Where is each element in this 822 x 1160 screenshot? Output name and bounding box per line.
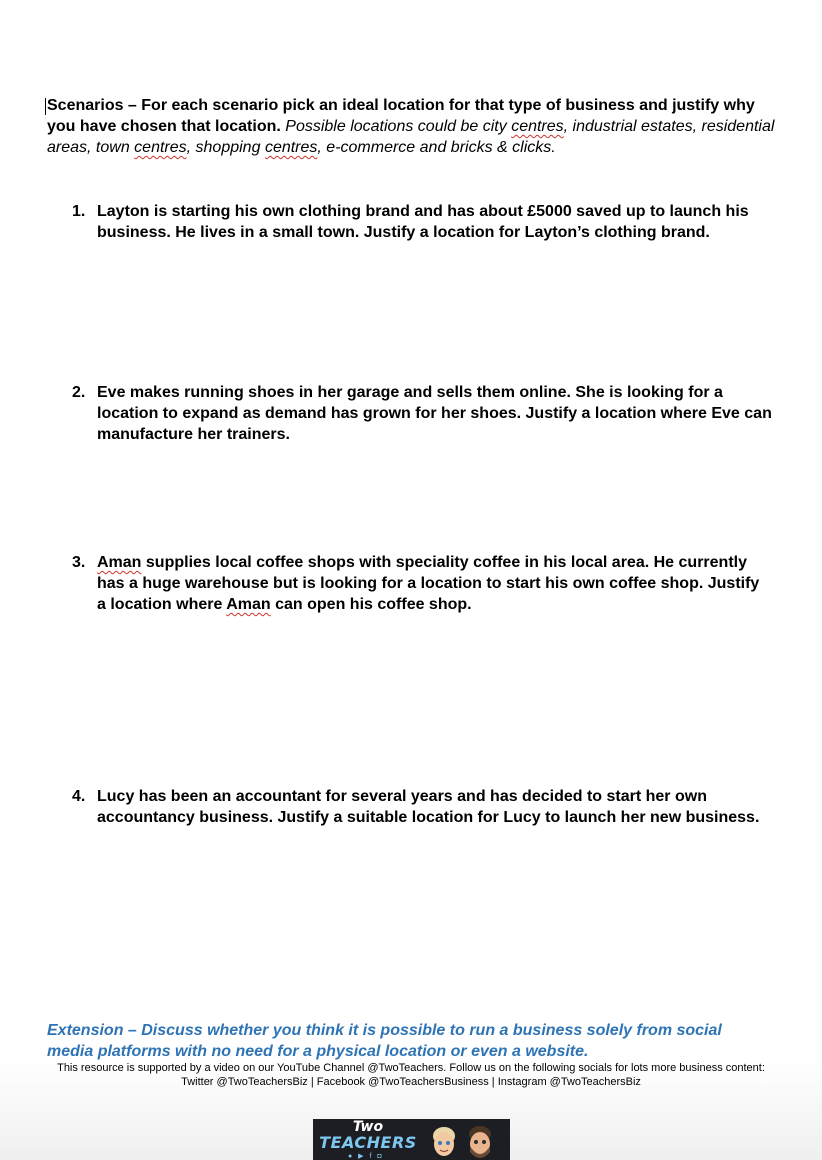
text-cursor bbox=[45, 98, 46, 115]
extension-task: Extension – Discuss whether you think it is possible to run a business solely from social media platforms with no need for a physical location or even a website. bbox=[47, 1022, 722, 1060]
teacher-avatar-icon bbox=[429, 1122, 459, 1160]
spelling-flag[interactable]: centres bbox=[511, 118, 564, 135]
footer-credits bbox=[40, 1061, 782, 1089]
intro-locations: Possible locations could be city centres, industrial estates, residential areas, town centres, shopping centres, e-commerce and bricks & clicks. bbox=[47, 118, 775, 156]
question-text: Aman supplies local coffee shops with speciality coffee in his local area. He currently has a huge warehouse but is looking for a location to start his own coffee shop. Justify a location where Aman can open his coffee shop. bbox=[97, 554, 760, 613]
teacher-avatar-icon bbox=[465, 1122, 495, 1160]
footer-line-2: Twitter @TwoTeachersBiz | Facebook @TwoTeachersBusiness | Instagram @TwoTeachersBiz bbox=[181, 1076, 641, 1088]
spelling-flag[interactable]: Aman bbox=[97, 554, 142, 571]
question-1 bbox=[72, 201, 772, 243]
question-number: 1. bbox=[72, 203, 86, 220]
question-number: 3. bbox=[72, 554, 86, 571]
spelling-flag[interactable]: centres bbox=[134, 139, 187, 156]
scenarios-intro bbox=[47, 95, 777, 158]
logo-social-icons: ● ▶ f ◘ bbox=[348, 1153, 384, 1160]
question-3 bbox=[72, 552, 772, 615]
question-2 bbox=[72, 382, 772, 445]
intro-heading: Scenarios – For each scenario pick an ideal location for that type of business and justify why you have chosen that location. bbox=[47, 97, 755, 135]
question-text: Layton is starting his own clothing brand and has about £5000 saved up to launch his business. He lives in a small town. Justify a location for Layton’s clothing brand. bbox=[97, 203, 749, 241]
spelling-flag[interactable]: Aman bbox=[226, 596, 271, 613]
footer-line-1: This resource is supported by a video on our YouTube Channel @TwoTeachers. Follow us on the following socials for lots more business content: bbox=[57, 1062, 765, 1074]
question-number: 4. bbox=[72, 788, 86, 805]
question-4 bbox=[72, 786, 772, 828]
question-text: Eve makes running shoes in her garage and sells them online. She is looking for a location to expand as demand has grown for her shoes. Justify a location where Eve can manufacture her trainers. bbox=[97, 384, 772, 443]
question-text: Lucy has been an accountant for several years and has decided to start her own accountancy business. Justify a suitable location for Lucy to launch her new business. bbox=[97, 788, 760, 826]
spelling-flag[interactable]: centres bbox=[264, 139, 318, 156]
logo-wordmark: Two TEACHERS bbox=[319, 1119, 417, 1152]
two-teachers-logo bbox=[313, 1119, 510, 1160]
question-number: 2. bbox=[72, 384, 86, 401]
